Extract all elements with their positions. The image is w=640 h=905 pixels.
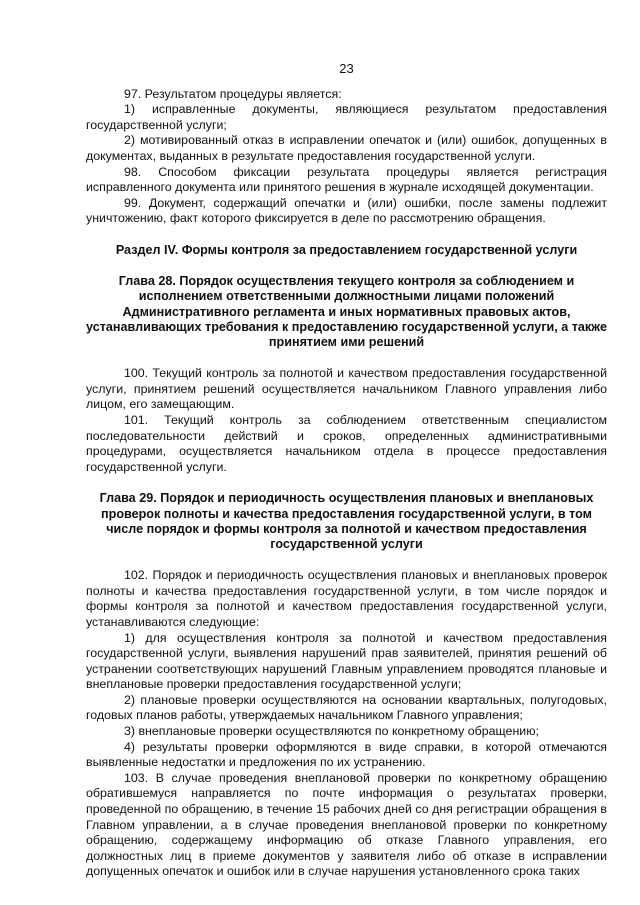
paragraph-99: 99. Документ, содержащий опечатки и (или) ошибки, после замены подлежит уничтожению, факт которого фиксируется в деле по рассмотрению обращения. (86, 195, 607, 226)
paragraph-102-item-3: 3) внеплановые проверки осуществляются по конкретному обращению; (124, 724, 539, 739)
chapter-29-title: Глава 29. Порядок и периодичность осуществления плановых и внеплановых проверок полноты и качества предоставления государственной услуги, в том числе порядок и формы контроля за полнотой и качеством предоставления государственной услуги (99, 491, 594, 551)
paragraph-98: 98. Способом фиксации результата процедуры является регистрация исправленного документа или принятого решения в журнале исходящей документации. (86, 164, 607, 195)
inspection-procedure-block (86, 568, 607, 880)
paragraph-102-item-2: 2) плановые проверки осуществляются на основании квартальных, полугодовых, годовых планов работы, утверждаемых начальником Главного управления; (86, 692, 607, 723)
paragraph-100: 100. Текущий контроль за полнотой и качеством предоставления государственной услуги, принятием решений осуществляется начальником Главного управления либо лицом, его замещающим. (86, 366, 607, 412)
paragraph-97-item-2: 2) мотивированный отказ в исправлении опечаток и (или) ошибок, допущенных в документах, выданных в результате предоставления государственной услуги. (86, 133, 607, 163)
paragraph-97: 97. Результатом процедуры является: (124, 86, 342, 101)
chapter-28-title: Глава 28. Порядок осуществления текущего контроля за соблюдением и исполнением ответственными должностными лицами положений Административного регламента и иных нормативных правовых актов, устанавливающих требования к предоставлению государственной услуги, а также принятием ими решений (86, 274, 607, 349)
current-control-block (86, 366, 607, 475)
paragraph-102: 102. Порядок и периодичность осуществления плановых и внеплановых проверок полноты и качества предоставления государственной услуги, в том числе порядок и формы контроля за полнотой и качеством предоставления государственной услуги, устанавливаются следующие: (86, 568, 607, 629)
paragraph-102-item-1: 1) для осуществления контроля за полнотой и качеством предоставления государственной услуги, выявления нарушений прав заявителей, принятия решений об устранении соответствующих нарушений Главным управлением проводятся плановые и внеплановые проверки предоставления государственной услуги; (86, 630, 607, 692)
paragraph-102-item-4: 4) результаты проверки оформляются в виде справки, в которой отмечаются выявленные недостатки и предложения по их устранению. (86, 739, 607, 770)
section-4-title: Раздел IV. Формы контроля за предоставлением государственной услуги (115, 242, 578, 257)
paragraph-97-item-1: 1) исправленные документы, являющиеся результатом предоставления государственной услуги; (86, 102, 607, 132)
procedure-result-block (86, 87, 607, 227)
page-number: 23 (339, 61, 354, 76)
paragraph-101: 101. Текущий контроль за соблюдением ответственным специалистом последовательности действий и сроков, определенных административными процедурами, осуществляется начальником отдела в процессе предоставления государственной услуги. (86, 412, 607, 474)
paragraph-103: 103. В случае проведения внеплановой проверки по конкретному обращению обратившемуся направляется по почте информация о результатах проверки, проведенной по обращению, в течение 15 рабочих дней со дня регистрации обращения в Главном управлении, а в случае проведения внеплановой проверки по конкретному обращению, содержащему информацию об отказе Главного управления, его должностных лиц в приеме документов у заявителя либо об отказе в исправлении допущенных опечаток и ошибок или в случае нарушения установленного срока таких (86, 770, 607, 879)
